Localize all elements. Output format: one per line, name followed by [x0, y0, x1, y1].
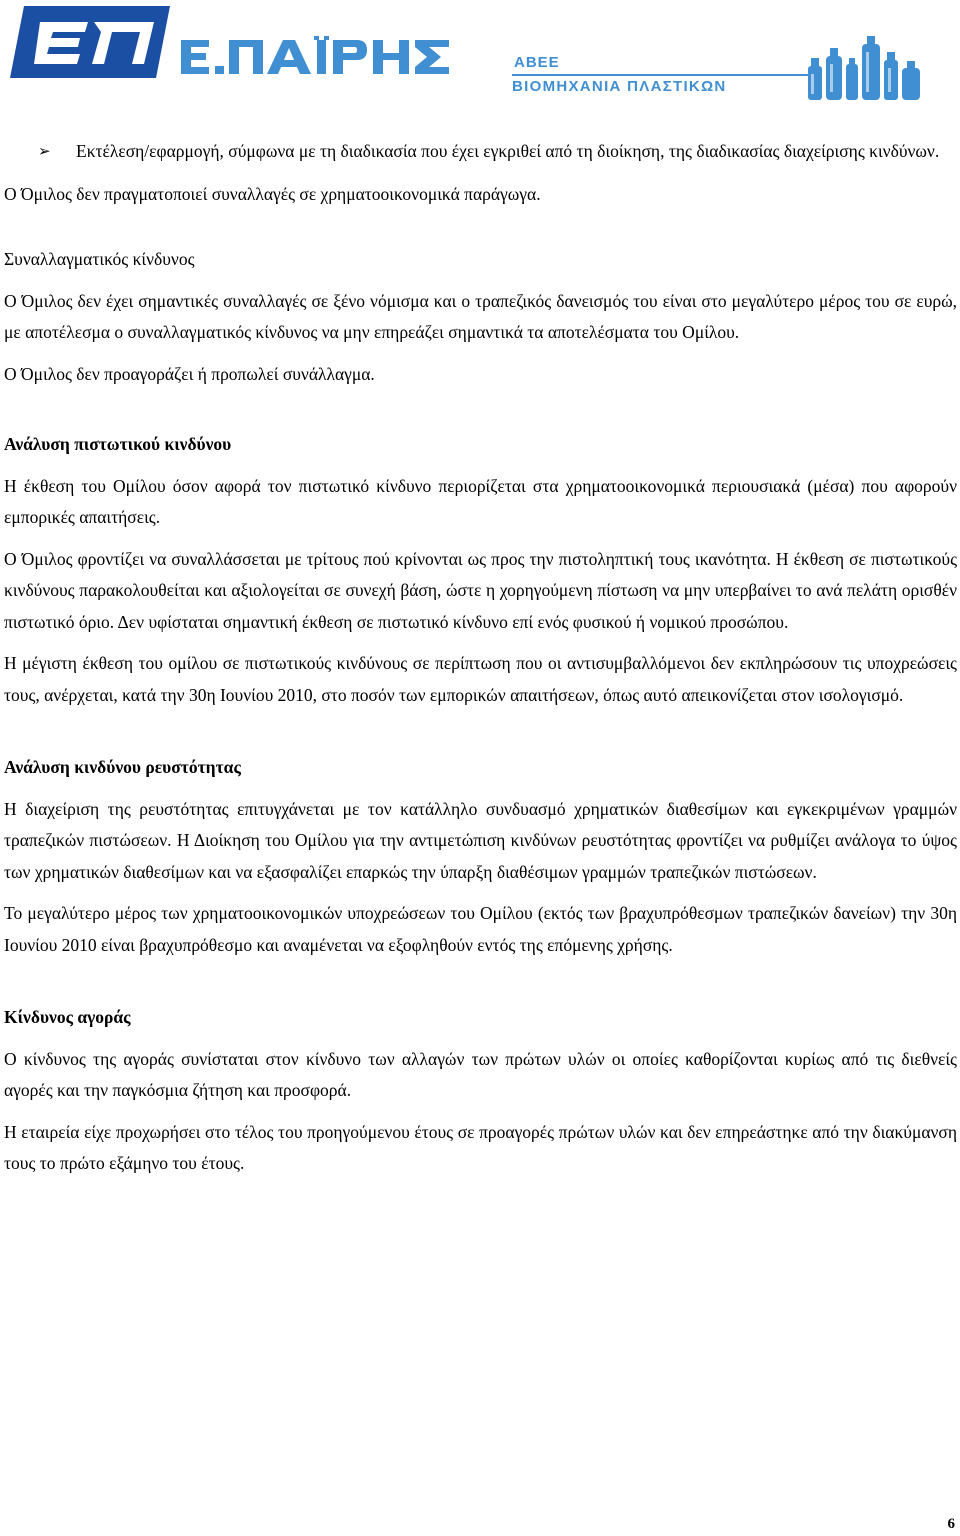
page-header [0, 0, 960, 110]
company-tagline: ΒΙΟΜΗΧΑΝΙΑ ΠΛΑΣΤΙΚΩΝ [512, 78, 727, 95]
arrow-bullet-icon: ➢ [38, 142, 51, 160]
market-risk-heading: Κίνδυνος αγοράς [4, 1007, 131, 1027]
market-risk-paragraph: Ο κίνδυνος της αγοράς συνίσταται στον κίνδυνο των αλλαγών των πρώτων υλών οι οποίες καθορίζονται κυρίως από τις διεθνείς αγορές και την παγκόσμια ζήτηση και προσφορά. [4, 1048, 957, 1100]
credit-risk-heading: Ανάλυση πιστωτικού κινδύνου [4, 434, 232, 454]
fx-risk-paragraph: Ο Όμιλος δεν έχει σημαντικές συναλλαγές σε ξένο νόμισμα και ο τραπεζικός δανεισμός του είναι στο μεγαλύτερο μέρος του σε ευρώ, με αποτέλεσμα ο συναλλαγματικός κίνδυνος να μην επηρεάζει σημαντικά τα αποτελέσματα του Ομίλου. [4, 290, 957, 342]
liquidity-risk-heading: Ανάλυση κινδύνου ρευστότητας [4, 757, 241, 777]
page-number: 6 [947, 1516, 955, 1532]
derivatives-paragraph: Ο Όμιλος δεν πραγματοποιεί συναλλαγές σε χρηματοοικονομικά παράγωγα. [4, 183, 541, 204]
credit-risk-paragraph-2: Ο Όμιλος φροντίζει να συναλλάσσεται με τρίτους πού κρίνονται ως προς την πιστοληπτική τους ικανότητα. Η έκθεση σε πιστωτικούς κινδύνους παρακολουθείται και αξιολογείται σε συνεχή βάση, ώστε η χορηγούμενη πίστωση να μην υπερβαίνει το ανά πελάτη ορισθέν πιστωτικό όριο. Δεν υφίσταται σημαντική έκθεση σε πιστωτικό κίνδυνο επί ενός φυσικού ή νομικού προσώπου. [4, 548, 957, 632]
fx-risk-heading: Συναλλαγματικός κίνδυνος [4, 249, 195, 269]
bullet-list-item [4, 136, 957, 168]
market-risk-paragraph-2: Η εταιρεία είχε προχωρήσει στο τέλος του προηγούμενου έτους σε προαγορές πρώτων υλών και δεν επηρεάστηκε από την διακύμανση τους το πρώτο εξάμηνο του έτους. [4, 1121, 957, 1173]
credit-risk-paragraph-3: Η μέγιστη έκθεση του ομίλου σε πιστωτικούς κινδύνους σε περίπτωση που οι αντισυμβαλλόμενοι δεν εκπληρώσουν τις υποχρεώσεις τους, ανέρχεται, κατά την 30η Ιουνίου 2010, στο ποσόν των εμπορικών απαιτήσεων, όπως αυτό απεικονίζεται στον ισολογισμό. [4, 653, 957, 705]
document-body [4, 136, 957, 1180]
liquidity-risk-paragraph-2: Το μεγαλύτερο μέρος των χρηματοοικονομικών υποχρεώσεων του Ομίλου (εκτός των βραχυπρόθεσμων τραπεζικών δανείων) την 30η Ιουνίου 2010 είναι βραχυπρόθεσμο και αναμένεται να εξοφληθούν εντός της επόμενης χρήσης. [4, 903, 957, 955]
company-logo-mark [10, 6, 170, 78]
plastic-products-icon [808, 36, 920, 100]
liquidity-risk-paragraph: Η διαχείριση της ρευστότητας επιτυγχάνεται με τον κατάλληλο συνδυασμό χρηματικών διαθεσίμων και εγκεκριμένων γραμμών τραπεζικών πιστώσεων. Η Διοίκηση του Ομίλου για την αντιμετώπιση κινδύνων ρευστότητας φροντίζει να ρυθμίζει ανάλογα το ύψος των χρηματικών διαθεσίμων και να εξασφαλίζει επαρκώς την ύπαρξη διαθέσιμων γραμμών τραπεζικών πιστώσεων. [4, 798, 957, 882]
credit-risk-paragraph: Η έκθεση του Ομίλου όσον αφορά τον πιστωτικό κίνδυνο περιορίζεται στα χρηματοοικονομικά περιουσιακά (μέσα) που αφορούν εμπορικές απαιτήσεις. [4, 475, 957, 527]
fx-risk-paragraph-2: Ο Όμιλος δεν προαγοράζει ή προπωλεί συνάλλαγμα. [4, 363, 375, 384]
header-divider [512, 74, 812, 76]
bullet-text: Εκτέλεση/εφαρμογή, σύμφωνα με τη διαδικασία που έχει εγκριθεί από τη διοίκηση, της διαδικασίας διαχείρισης κινδύνων. [76, 141, 940, 161]
company-wordmark [175, 36, 515, 78]
company-type-label: ΑΒΕΕ [514, 54, 560, 71]
